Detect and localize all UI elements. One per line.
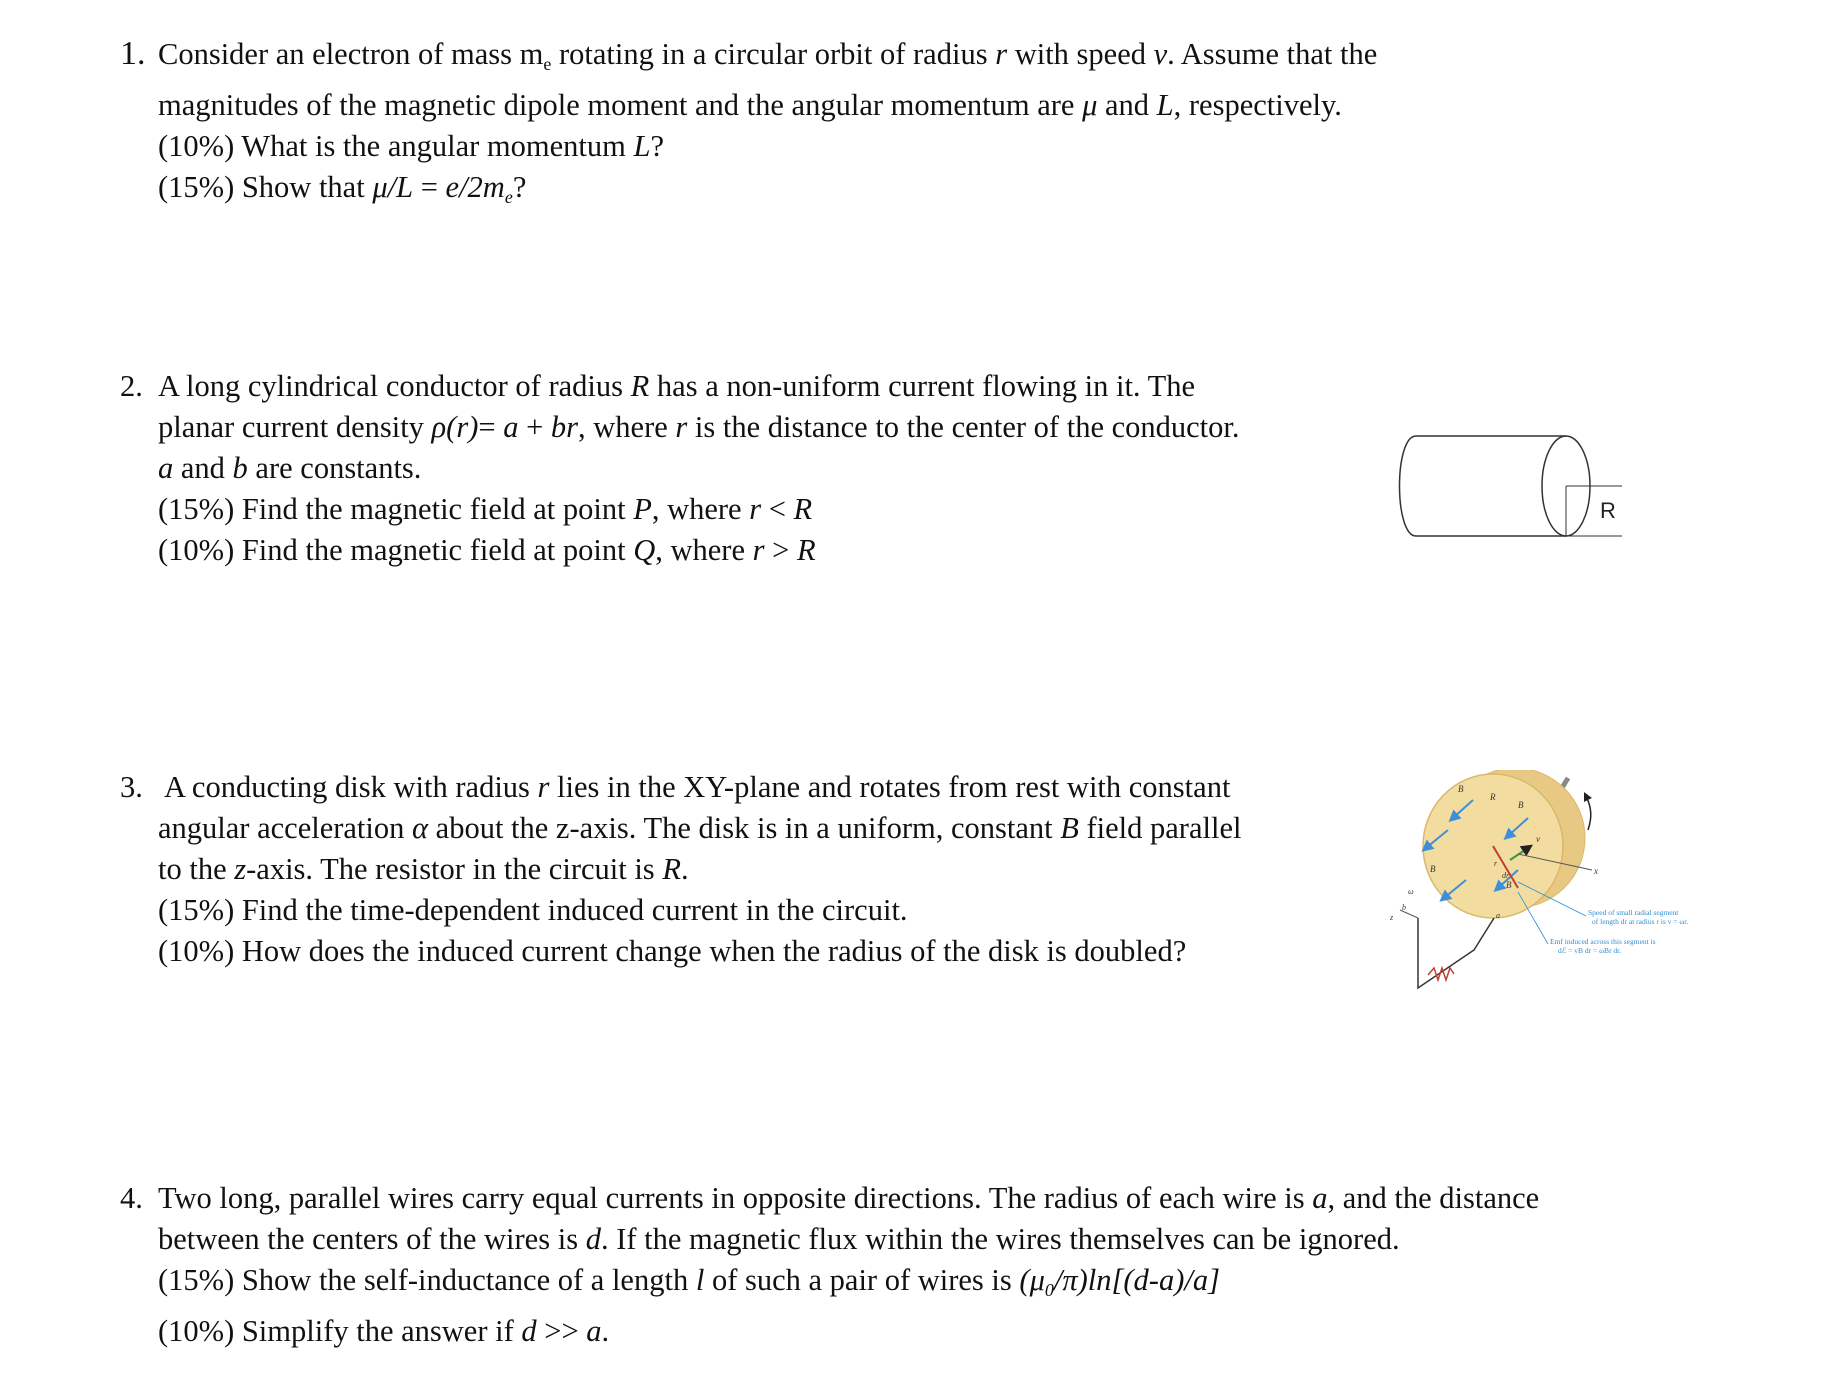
text-segment: l bbox=[695, 1263, 705, 1297]
problem-line bbox=[158, 407, 1240, 448]
cylinder-radius-label: R bbox=[1600, 498, 1616, 523]
text-segment: v bbox=[1153, 37, 1168, 71]
emf-note-line-2: dℰ = vB dr = ωBr dr. bbox=[1558, 946, 1622, 955]
problem-3 bbox=[120, 767, 1242, 972]
text-segment: between the centers of the wires is bbox=[158, 1222, 586, 1256]
text-segment: Consider an electron of mass m bbox=[158, 37, 544, 71]
text-segment: a bbox=[503, 410, 519, 444]
text-segment: . bbox=[601, 1314, 610, 1348]
text-segment: , where bbox=[578, 410, 676, 444]
text-segment: B bbox=[1060, 811, 1079, 845]
problem-line bbox=[158, 931, 1241, 972]
problem-number: 4. bbox=[120, 1181, 143, 1215]
label-v: v bbox=[1536, 834, 1540, 844]
text-segment: , and the distance bbox=[1327, 1181, 1540, 1215]
text-segment: is the distance to the center of the conductor. bbox=[687, 410, 1240, 444]
text-segment: α bbox=[412, 811, 429, 845]
problem-line bbox=[158, 489, 1240, 530]
cylinder-back-arc bbox=[1400, 436, 1417, 536]
text-segment: z bbox=[234, 852, 247, 886]
problem-line bbox=[120, 1178, 1540, 1219]
label-b: b bbox=[1402, 903, 1406, 912]
label-R: R bbox=[1490, 792, 1496, 802]
text-segment: (10%) Simplify the answer if bbox=[158, 1314, 522, 1348]
text-segment: R bbox=[796, 533, 816, 567]
text-segment: 0 bbox=[1044, 1280, 1054, 1300]
problem-1 bbox=[120, 33, 1378, 218]
problem-line bbox=[158, 85, 1377, 126]
text-segment: < bbox=[761, 492, 794, 526]
speed-note-line-1: Speed of small radial segment bbox=[1588, 908, 1679, 917]
problem-line bbox=[158, 126, 1377, 167]
text-segment: a bbox=[158, 451, 174, 485]
text-segment: (15%) Find the time-dependent induced current in the circuit. bbox=[158, 893, 908, 927]
text-segment: ? bbox=[650, 129, 664, 163]
disk-svg bbox=[1378, 770, 1690, 1010]
text-segment: e bbox=[543, 54, 552, 74]
problem-line bbox=[158, 167, 1377, 218]
text-segment: a bbox=[1312, 1181, 1328, 1215]
text-segment: r bbox=[537, 770, 550, 804]
text-segment: (10%) What is the angular momentum bbox=[158, 129, 634, 163]
text-segment: (10%) How does the induced current change when the radius of the disk is doubled? bbox=[158, 934, 1187, 968]
problem-line bbox=[158, 890, 1241, 931]
text-segment: (10%) Find the magnetic field at point bbox=[158, 533, 634, 567]
text-segment: R bbox=[793, 492, 813, 526]
text-segment: = bbox=[478, 410, 504, 444]
problem-line bbox=[158, 1311, 1539, 1352]
problem-line bbox=[120, 366, 1240, 407]
text-segment: (μ bbox=[1019, 1263, 1045, 1297]
problem-line bbox=[158, 808, 1241, 849]
text-segment: a bbox=[586, 1314, 602, 1348]
text-segment: A long cylindrical conductor of radius bbox=[158, 369, 631, 403]
text-segment: are constants. bbox=[247, 451, 422, 485]
label-z: z bbox=[1390, 913, 1394, 922]
text-segment: μ bbox=[1082, 88, 1098, 122]
text-segment: and bbox=[173, 451, 233, 485]
text-segment: with speed bbox=[1007, 37, 1154, 71]
text-segment: r bbox=[752, 533, 765, 567]
rotation-arrow bbox=[1586, 796, 1591, 830]
text-segment: to the bbox=[158, 852, 235, 886]
text-segment: L bbox=[633, 129, 651, 163]
text-segment: planar current density bbox=[158, 410, 432, 444]
problem-number: 1. bbox=[120, 35, 146, 72]
problem-line bbox=[158, 530, 1240, 571]
text-segment: ρ(r) bbox=[431, 410, 479, 444]
label-B: B bbox=[1518, 800, 1524, 810]
label-B: B bbox=[1458, 784, 1464, 794]
problem-4 bbox=[120, 1178, 1540, 1352]
text-segment: has a non-uniform current flowing in it. The bbox=[649, 369, 1196, 403]
text-segment: r bbox=[995, 37, 1008, 71]
text-segment: = bbox=[413, 170, 446, 204]
text-segment: about the z-axis. The disk is in a uniform, constant bbox=[428, 811, 1061, 845]
text-segment: d bbox=[521, 1314, 537, 1348]
text-segment: e/2m bbox=[445, 170, 505, 204]
label-r: r bbox=[1494, 859, 1498, 868]
text-segment: of such a pair of wires is bbox=[704, 1263, 1020, 1297]
text-segment: r bbox=[675, 410, 688, 444]
text-segment: , respectively. bbox=[1173, 88, 1342, 122]
text-segment: Q bbox=[633, 533, 656, 567]
text-segment: lies in the XY-plane and rotates from rest with constant bbox=[549, 770, 1231, 804]
text-segment: (15%) Find the magnetic field at point bbox=[158, 492, 634, 526]
problem-line bbox=[158, 1260, 1539, 1311]
speed-note-line-2: of length dr at radius r is v = ωr. bbox=[1592, 917, 1689, 926]
text-segment: R bbox=[662, 852, 681, 886]
label-omega: ω bbox=[1408, 887, 1414, 896]
text-segment: /π)ln[(d-a)/a] bbox=[1053, 1263, 1220, 1297]
rotating-disk-diagram bbox=[1378, 770, 1690, 1010]
text-segment: . bbox=[680, 852, 689, 886]
text-segment: > bbox=[764, 533, 797, 567]
circuit-wire bbox=[1418, 918, 1494, 988]
label-B: B bbox=[1430, 864, 1436, 874]
text-segment: b bbox=[232, 451, 248, 485]
text-segment: rotating in a circular orbit of radius bbox=[551, 37, 996, 71]
text-segment: br bbox=[550, 410, 579, 444]
text-segment: angular acceleration bbox=[158, 811, 413, 845]
text-segment: A conducting disk with radius bbox=[158, 770, 538, 804]
text-segment: , where bbox=[651, 492, 750, 526]
text-segment: + bbox=[518, 410, 551, 444]
text-segment: and bbox=[1097, 88, 1157, 122]
text-segment: field parallel bbox=[1078, 811, 1242, 845]
text-segment: -axis. The resistor in the circuit is bbox=[246, 852, 663, 886]
emf-note-line-1: Emf induced across this segment is bbox=[1550, 937, 1656, 946]
text-segment: μ/L bbox=[372, 170, 414, 204]
label-a: a bbox=[1496, 911, 1500, 920]
text-segment: R bbox=[630, 369, 650, 403]
text-segment: Two long, parallel wires carry equal currents in opposite directions. The radius of each wire is bbox=[158, 1181, 1313, 1215]
problem-2 bbox=[120, 366, 1240, 571]
problem-number: 2. bbox=[120, 369, 143, 403]
text-segment: . If the magnetic flux within the wires themselves can be ignored. bbox=[600, 1222, 1400, 1256]
problem-number: 3. bbox=[120, 770, 143, 804]
text-segment: (15%) Show that bbox=[158, 170, 373, 204]
text-segment: >> bbox=[536, 1314, 587, 1348]
text-segment: r bbox=[749, 492, 762, 526]
problem-line bbox=[158, 448, 1240, 489]
cylinder-diagram bbox=[1386, 418, 1626, 548]
cylinder-svg bbox=[1386, 418, 1626, 548]
text-segment: ? bbox=[512, 170, 527, 204]
problem-line bbox=[158, 849, 1241, 890]
text-segment: e bbox=[504, 187, 513, 207]
label-B: B bbox=[1506, 880, 1512, 890]
label-x: x bbox=[1594, 866, 1598, 876]
text-segment: , where bbox=[655, 533, 753, 567]
text-segment: (15%) Show the self-inductance of a length bbox=[158, 1263, 696, 1297]
text-segment: magnitudes of the magnetic dipole moment and the angular momentum are bbox=[158, 88, 1083, 122]
text-segment: d bbox=[585, 1222, 601, 1256]
text-segment: P bbox=[633, 492, 652, 526]
problem-line bbox=[120, 767, 1241, 808]
text-segment: L bbox=[1156, 88, 1174, 122]
problem-line bbox=[158, 1219, 1539, 1260]
text-segment: . Assume that the bbox=[1167, 37, 1378, 71]
problem-line bbox=[120, 33, 1378, 85]
label-dr: dr bbox=[1502, 871, 1510, 880]
